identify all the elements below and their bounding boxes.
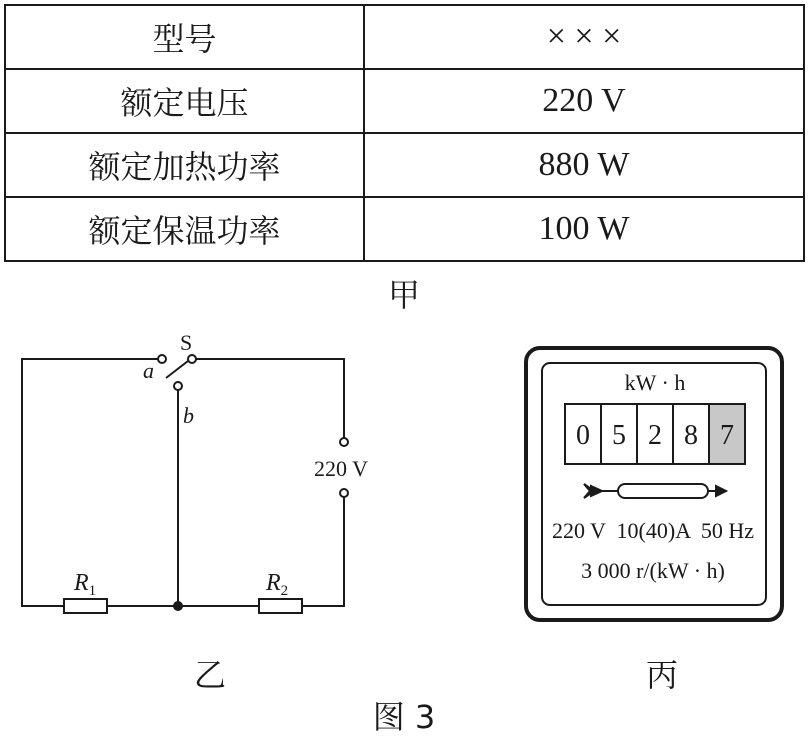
source-terminal-top (340, 438, 348, 446)
spec-label: 额定加热功率 (5, 133, 364, 197)
spec-value: 220 V (364, 69, 804, 133)
r1-subscript: 1 (88, 583, 97, 599)
spec-value: × × × (364, 5, 804, 69)
switch-label: S (180, 330, 193, 355)
meter-digit-cells (565, 404, 745, 464)
resistor-r2 (259, 599, 302, 613)
circuit-diagram (22, 355, 348, 613)
spec-value: 880 W (364, 133, 804, 197)
meter-digit: 5 (612, 420, 626, 451)
meter-digit: 8 (684, 420, 698, 451)
wire-left (22, 359, 158, 606)
r2-letter: R (266, 570, 281, 596)
wire-right-top (196, 359, 344, 438)
table-caption: 甲 (387, 276, 421, 314)
r1-label (73, 570, 96, 599)
switch-terminal-b (174, 382, 182, 390)
spec-value: 100 W (364, 197, 804, 261)
resistor-r1 (64, 599, 107, 613)
spec-label: 额定保温功率 (5, 197, 364, 261)
switch-terminal-a (158, 355, 166, 363)
wire-right (302, 497, 344, 606)
switch-terminal-right (188, 355, 196, 363)
source-terminal-bottom (340, 489, 348, 497)
meter-digit: 2 (648, 420, 662, 451)
meter-constant: 3 000 r/(kW · h) (581, 558, 725, 583)
figure-caption: 图 3 (372, 698, 436, 736)
spec-label: 型号 (5, 5, 364, 69)
spec-label: 额定电压 (5, 69, 364, 133)
meter-rating: 220 V 10(40)A 50 Hz (551, 518, 755, 543)
contact-b-label: b (183, 403, 194, 428)
meter-digit: 0 (576, 420, 590, 451)
meter-digit: 7 (720, 420, 734, 451)
r1-letter: R (74, 570, 89, 596)
meter-caption: 丙 (645, 656, 679, 694)
switch-blade (166, 361, 188, 378)
circuit-caption: 乙 (193, 656, 227, 694)
r2-label (265, 570, 288, 599)
contact-a-label: a (143, 358, 154, 383)
meter-unit: kW · h (624, 370, 686, 395)
r2-subscript: 2 (280, 583, 289, 599)
junction-dot (174, 602, 182, 610)
source-voltage-label: 220 V (314, 456, 368, 481)
